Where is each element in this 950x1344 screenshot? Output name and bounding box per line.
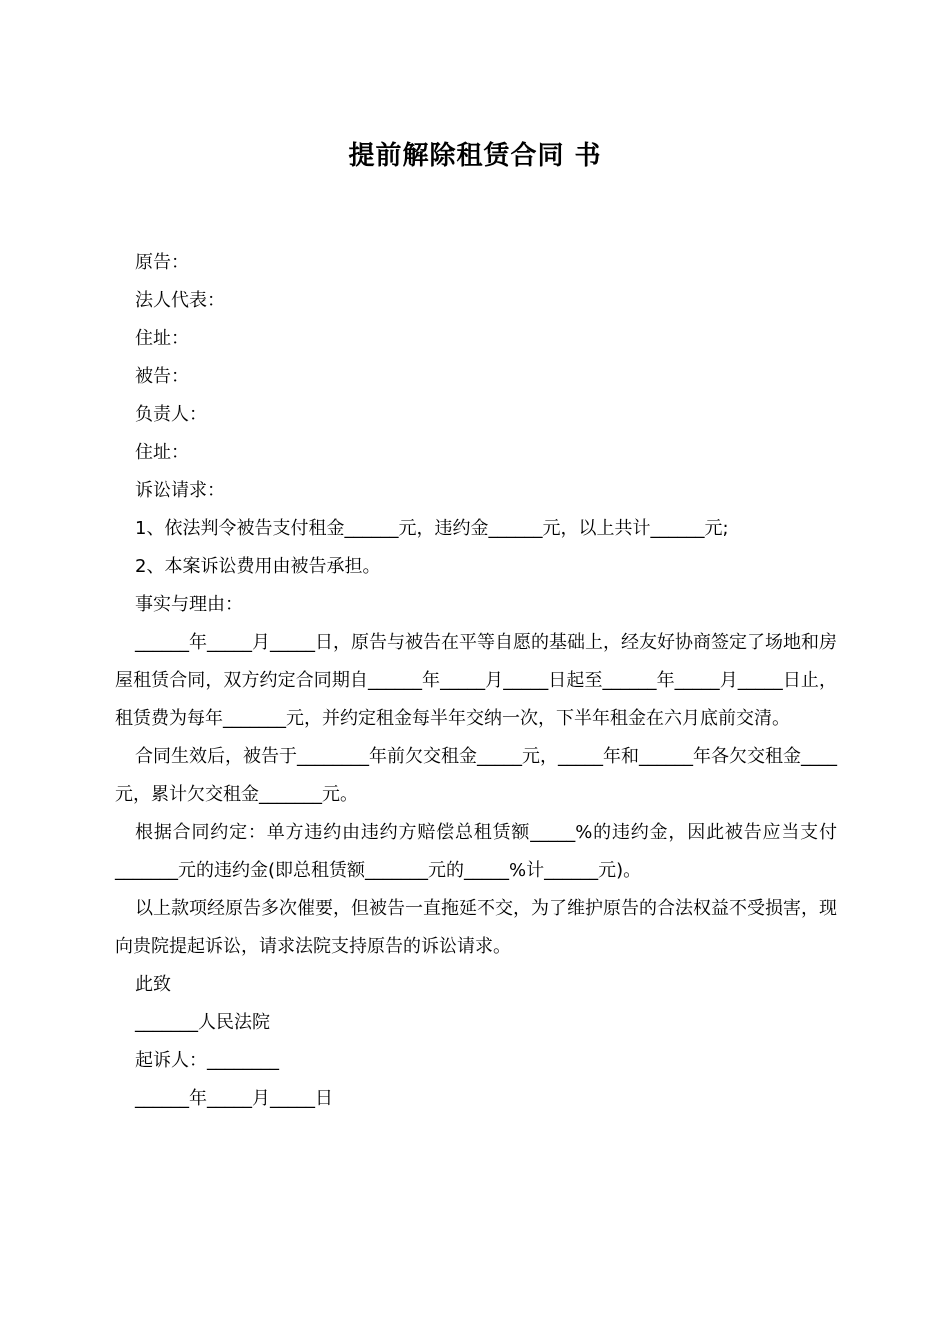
closing-salutation: 此致 xyxy=(135,974,171,995)
person-in-charge-label: 负责人： xyxy=(135,404,207,425)
facts-paragraph-3: 根据合同约定：单方违约由违约方赔偿总租赁额_____%的违约金，因此被告应当支付_______元的违约金(即总租赁额_______元的_____%计______元)。 xyxy=(115,822,837,881)
document-body xyxy=(115,244,837,1118)
claim-2: 2、本案诉讼费用由被告承担。 xyxy=(135,556,381,577)
claims-heading: 诉讼请求： xyxy=(135,480,225,501)
defendant-address-label: 住址： xyxy=(135,442,189,463)
plaintiff-label: 原告： xyxy=(135,252,189,273)
legal-rep-label: 法人代表： xyxy=(135,290,225,311)
date-line: ______年_____月_____日 xyxy=(135,1088,333,1109)
document-title: 提前解除租赁合同 书 xyxy=(348,141,602,171)
facts-paragraph-1: ______年_____月_____日，原告与被告在平等自愿的基础上，经友好协商签定了场地和房屋租赁合同，双方约定合同期自______年_____月_____日起至______年_____月_____日止，租赁费为每年_______元，并约定租金每半年交纳一次，下半年租金在六月底前交清。 xyxy=(115,632,837,729)
facts-paragraph-2: 合同生效后，被告于________年前欠交租金_____元，_____年和______年各欠交租金____元，累计欠交租金_______元。 xyxy=(115,746,837,805)
facts-heading: 事实与理由： xyxy=(135,594,243,615)
court-name: _______人民法院 xyxy=(135,1012,270,1033)
defendant-label: 被告： xyxy=(135,366,189,387)
signer-line: 起诉人：________ xyxy=(135,1050,279,1071)
facts-paragraph-4: 以上款项经原告多次催要，但被告一直拖延不交，为了维护原告的合法权益不受损害，现向贵院提起诉讼，请求法院支持原告的诉讼请求。 xyxy=(115,898,837,957)
claim-1: 1、依法判令被告支付租金______元，违约金______元，以上共计______元; xyxy=(135,518,729,539)
plaintiff-address-label: 住址： xyxy=(135,328,189,349)
